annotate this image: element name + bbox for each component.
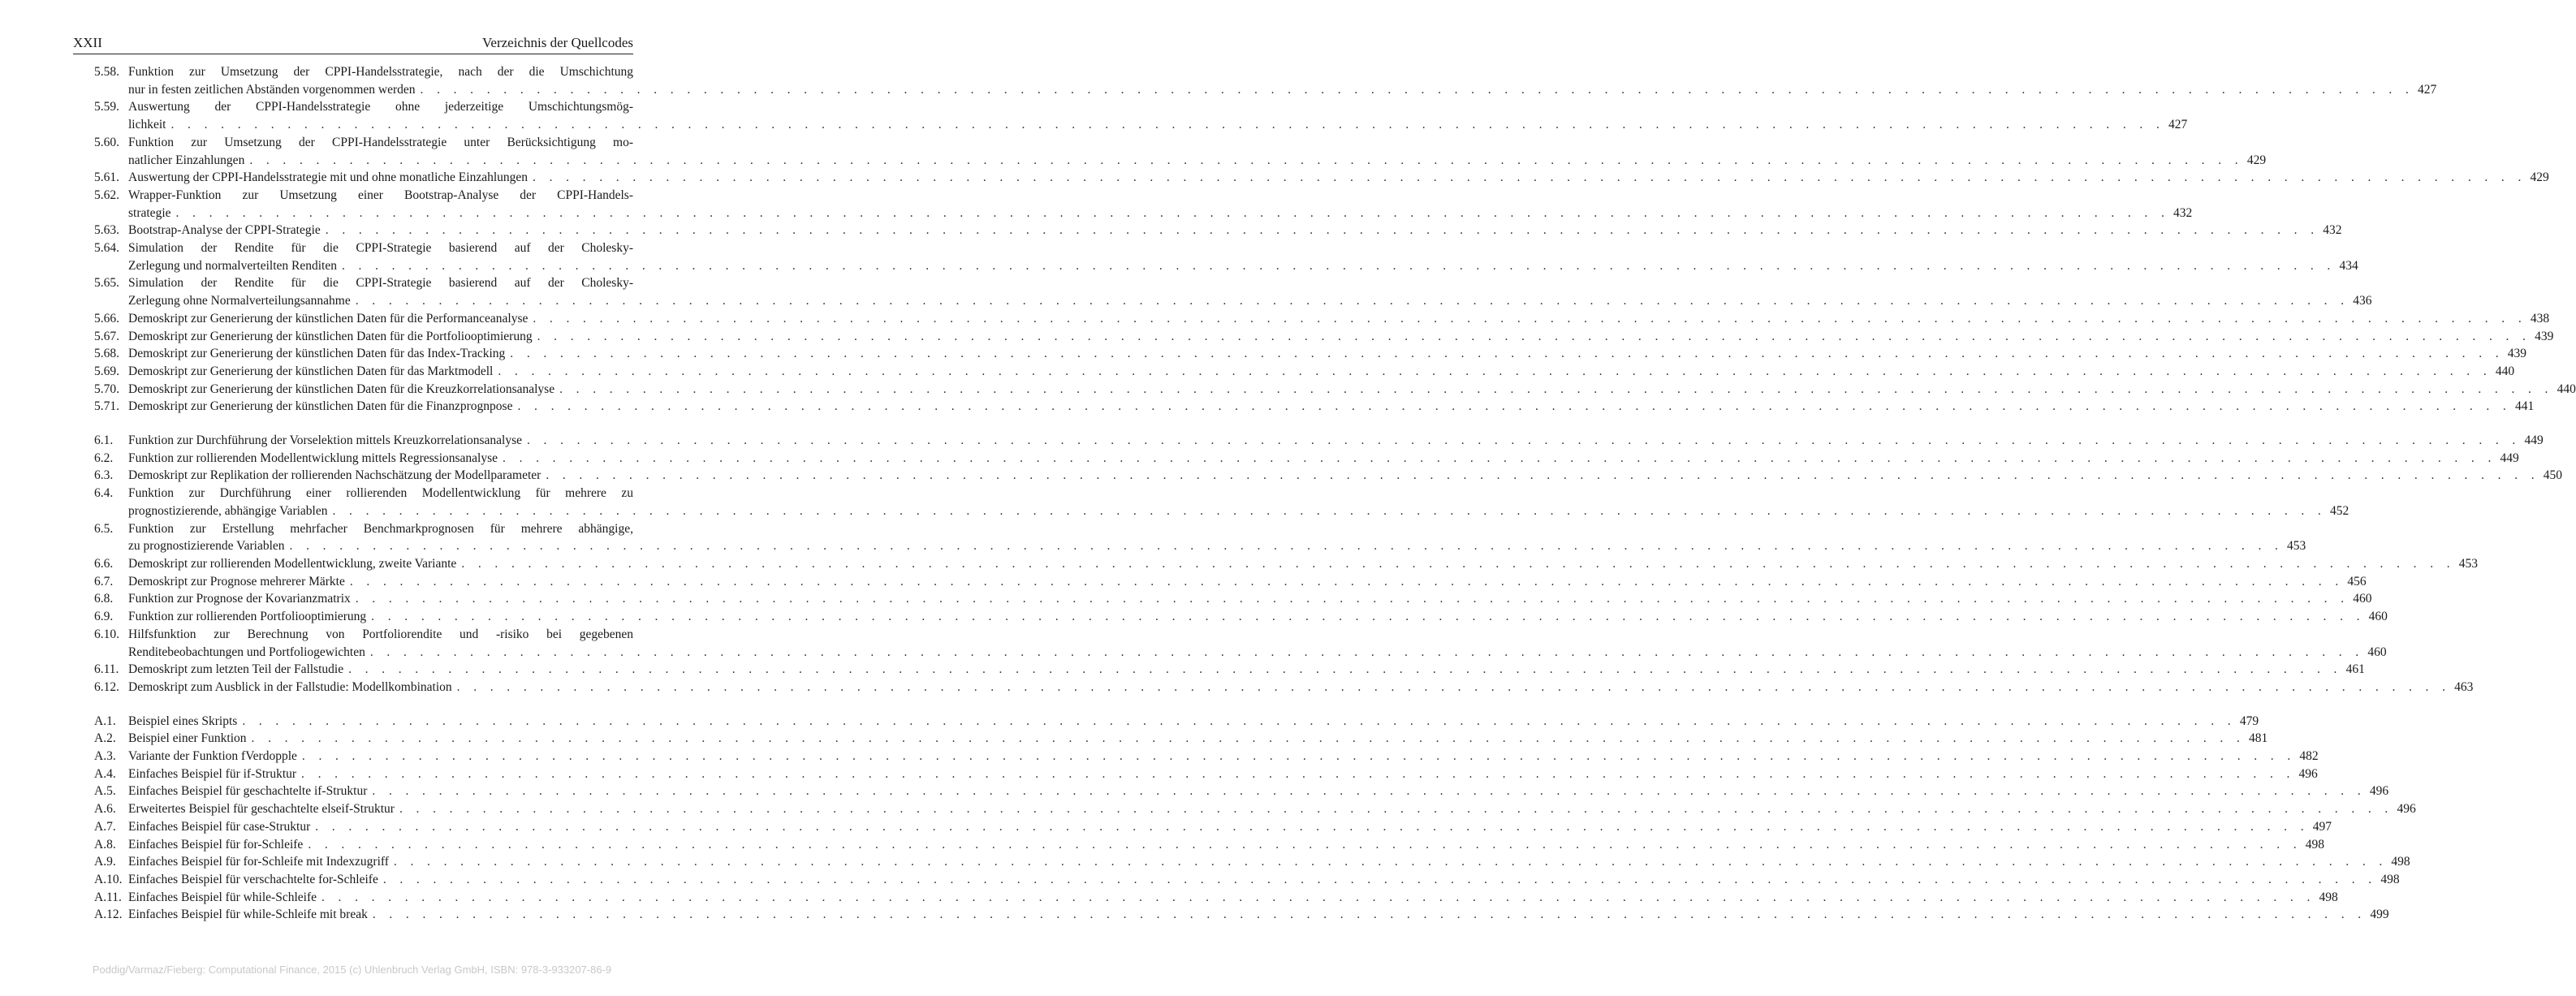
entry-page-number: 429: [2530, 170, 2549, 185]
dot-leader: . . . . . . . . . . . . . . . . . . . . . . . . . . . . . . . . . . . . . . . . . . . . . . . . . . . . . . . . . . . . . . . . . . . . . . . . . . . . . . . . . . . . . . . . . . . . . . . . . . . . . . . . . . . . . . . . . . . . . . . .: [369, 645, 2364, 659]
entry-page-number: 460: [2353, 592, 2372, 606]
toc-entry[interactable]: [94, 134, 2267, 169]
entry-title-line: Hilfsfunktion zur Berechnung von Portfoliorendite und -risiko bei gegebenen: [128, 627, 633, 641]
entry-number: 5.66.: [94, 311, 119, 326]
entry-page-number: 460: [2367, 645, 2387, 659]
entry-page-number: 449: [2500, 451, 2519, 465]
entry-page-number: 453: [2287, 539, 2306, 554]
dot-leader: . . . . . . . . . . . . . . . . . . . . . . . . . . . . . . . . . . . . . . . . . . . . . . . . . . . . . . . . . . . . . . . . . . . . . . . . . . . . . . . . . . . . . . . . . . . . . . . . . . . . . . . . . . . . . . . . . . . . . . . .: [355, 294, 2349, 308]
entry-number: 6.6.: [94, 556, 114, 571]
toc-entry[interactable]: [94, 661, 2365, 679]
toc-entry[interactable]: [94, 889, 2338, 907]
entry-number: 6.3.: [94, 468, 114, 483]
entry-page-number: 499: [2370, 908, 2389, 922]
dot-leader: . . . . . . . . . . . . . . . . . . . . . . . . . . . . . . . . . . . . . . . . . . . . . . . . . . . . . . . . . . . . . . . . . . . . . . . . . . . . . . . . . . . . . . . . . . . . . . . . . . . . . . . . . . . . . . . . . . . . . . . .: [503, 451, 2496, 465]
entry-number: 6.7.: [94, 574, 114, 589]
entry-title-line: Funktion zur Erstellung mehrfacher Benchmarkprognosen für mehrere abhängige,: [128, 521, 633, 536]
listing-index: [94, 63, 2576, 924]
dot-leader: . . . . . . . . . . . . . . . . . . . . . . . . . . . . . . . . . . . . . . . . . . . . . . . . . . . . . . . . . . . . . . . . . . . . . . . . . . . . . . . . . . . . . . . . . . . . . . . . . . . . . . . . . . . . . . . . . . . . . . . .: [349, 574, 2344, 589]
entry-title: Funktion zur Durchführung der Vorselektion mittels Kreuzkorrelationsanalyse: [128, 433, 522, 448]
entry-number: 5.65.: [94, 276, 119, 291]
entry-page-number: 461: [2345, 662, 2365, 677]
entry-number: 6.10.: [94, 627, 119, 641]
toc-entry[interactable]: [94, 381, 2576, 399]
entry-page-number: 427: [2418, 82, 2437, 97]
entry-title: Erweitertes Beispiel für geschachtelte elseif-Struktur: [128, 802, 395, 817]
entry-page-number: 440: [2495, 364, 2515, 378]
entry-title: Beispiel eines Skripts: [128, 714, 238, 728]
toc-entry[interactable]: [94, 169, 2549, 187]
dot-leader: . . . . . . . . . . . . . . . . . . . . . . . . . . . . . . . . . . . . . . . . . . . . . . . . . . . . . . . . . . . . . . . . . . . . . . . . . . . . . . . . . . . . . . . . . . . . . . . . . . . . . . . . . . . . . . . . . . . . . . . .: [382, 872, 2377, 886]
section-title: Verzeichnis der Quellcodes: [482, 35, 633, 50]
dot-leader: . . . . . . . . . . . . . . . . . . . . . . . . . . . . . . . . . . . . . . . . . . . . . . . . . . . . . . . . . . . . . . . . . . . . . . . . . . . . . . . . . . . . . . . . . . . . . . . . . . . . . . . . . . . . . . . . . . . . . . . .: [175, 205, 2170, 220]
entry-page-number: 429: [2246, 153, 2267, 167]
entry-page-number: 440: [2557, 382, 2576, 396]
entry-page-number: 427: [2168, 118, 2188, 132]
toc-entry[interactable]: [94, 239, 2358, 274]
entry-number: 6.11.: [94, 662, 119, 677]
toc-entry[interactable]: [94, 398, 2535, 416]
entry-page-number: 456: [2347, 574, 2367, 589]
entry-number: 6.12.: [94, 679, 119, 694]
toc-entry[interactable]: [94, 345, 2527, 363]
dot-leader: . . . . . . . . . . . . . . . . . . . . . . . . . . . . . . . . . . . . . . . . . . . . . . . . . . . . . . . . . . . . . . . . . . . . . . . . . . . . . . . . . . . . . . . . . . . . . . . . . . . . . . . . . . . . . . . . . . . . . . . .: [393, 855, 2388, 869]
entry-title-line: Auswertung der CPPI-Handelsstrategie ohne jederzeitige Umschichtungsmög-: [128, 100, 633, 114]
entry-title: Bootstrap-Analyse der CPPI-Strategie: [128, 223, 321, 238]
toc-entry[interactable]: [94, 467, 2563, 485]
entry-title: Demoskript zur Replikation der rollierenden Nachschätzung der Modellparameter: [128, 468, 542, 483]
entry-title: Funktion zur rollierenden Modellentwicklung mittels Regressionsanalyse: [128, 451, 498, 465]
entry-number: 6.8.: [94, 592, 114, 606]
entry-page-number: 449: [2524, 433, 2544, 448]
toc-entry[interactable]: [94, 432, 2544, 450]
dot-leader: . . . . . . . . . . . . . . . . . . . . . . . . . . . . . . . . . . . . . . . . . . . . . . . . . . . . . . . . . . . . . . . . . . . . . . . . . . . . . . . . . . . . . . . . . . . . . . . . . . . . . . . . . . . . . . . . . . . . . . . .: [533, 170, 2526, 185]
toc-entry[interactable]: [94, 63, 2437, 98]
entry-title: Einfaches Beispiel für geschachtelte if-Struktur: [128, 784, 368, 799]
dot-leader: . . . . . . . . . . . . . . . . . . . . . . . . . . . . . . . . . . . . . . . . . . . . . . . . . . . . . . . . . . . . . . . . . . . . . . . . . . . . . . . . . . . . . . . . . . . . . . . . . . . . . . . . . . . . . . . . . . . . . . . .: [371, 610, 2365, 624]
entry-number: 5.63.: [94, 223, 119, 238]
entry-number: 5.58.: [94, 65, 119, 79]
entry-number: 6.1.: [94, 433, 114, 448]
entry-number: 6.9.: [94, 610, 114, 624]
entry-title: Auswertung der CPPI-Handelsstrategie mit und ohne monatliche Einzahlungen: [128, 170, 529, 185]
toc-entry[interactable]: [94, 853, 2410, 871]
entry-page-number: 496: [2298, 766, 2318, 781]
entry-title-line: Funktion zur Durchführung einer rollierenden Modellentwicklung für mehrere zu: [128, 486, 633, 501]
group-spacer: [94, 696, 633, 713]
entry-title: Demoskript zum Ausblick in der Fallstudie: Modellkombination: [128, 679, 452, 694]
entry-number: A.3.: [94, 749, 116, 764]
toc-entry[interactable]: [94, 187, 2193, 222]
entry-title: Demoskript zur Generierung der künstlichen Daten für das Index-Tracking: [128, 347, 506, 361]
entry-title-line: Wrapper-Funktion zur Umsetzung einer Bootstrap-Analyse der CPPI-Handels-: [128, 188, 633, 202]
entry-page-number: 432: [2323, 223, 2342, 238]
entry-title: Demoskript zur rollierenden Modellentwicklung, zweite Variante: [128, 556, 457, 571]
entry-number: 6.2.: [94, 451, 114, 465]
entry-page-number: 438: [2530, 311, 2550, 326]
toc-entry[interactable]: [94, 520, 2306, 555]
entry-title: Einfaches Beispiel für if-Struktur: [128, 766, 297, 781]
entry-title-line: Funktion zur Umsetzung der CPPI-Handelsstrategie unter Berücksichtigung mo-: [128, 135, 633, 149]
toc-entry[interactable]: [94, 590, 2372, 608]
entry-number: 5.64.: [94, 241, 119, 256]
entry-title: nur in festen zeitlichen Abständen vorgenommen werden: [128, 82, 416, 97]
entry-page-number: 439: [2535, 329, 2554, 343]
entry-number: 5.71.: [94, 399, 119, 414]
toc-entry[interactable]: [94, 485, 2349, 520]
entry-number: A.9.: [94, 855, 116, 869]
entry-title: prognostizierende, abhängige Variablen: [128, 503, 328, 518]
dot-leader: . . . . . . . . . . . . . . . . . . . . . . . . . . . . . . . . . . . . . . . . . . . . . . . . . . . . . . . . . . . . . . . . . . . . . . . . . . . . . . . . . . . . . . . . . . . . . . . . . . . . . . . . . . . . . . . . . . . . . . . .: [325, 223, 2319, 238]
dot-leader: . . . . . . . . . . . . . . . . . . . . . . . . . . . . . . . . . . . . . . . . . . . . . . . . . . . . . . . . . . . . . . . . . . . . . . . . . . . . . . . . . . . . . . . . . . . . . . . . . . . . . . . . . . . . . . . . . . . . . . . .: [301, 766, 2295, 781]
entry-number: A.11.: [94, 890, 122, 904]
dot-leader: . . . . . . . . . . . . . . . . . . . . . . . . . . . . . . . . . . . . . . . . . . . . . . . . . . . . . . . . . . . . . . . . . . . . . . . . . . . . . . . . . . . . . . . . . . . . . . . . . . . . . . . . . . . . . . . . . . . . . . . .: [498, 364, 2492, 378]
entry-title: Beispiel einer Funktion: [128, 731, 247, 746]
toc-entry[interactable]: [94, 98, 2188, 133]
entry-number: A.5.: [94, 784, 116, 799]
toc-entry[interactable]: [94, 328, 2554, 346]
entry-page-number: 498: [2305, 837, 2325, 852]
dot-leader: . . . . . . . . . . . . . . . . . . . . . . . . . . . . . . . . . . . . . . . . . . . . . . . . . . . . . . . . . . . . . . . . . . . . . . . . . . . . . . . . . . . . . . . . . . . . . . . . . . . . . . . . . . . . . . . . . . . . . . . .: [533, 311, 2527, 326]
entry-page-number: 432: [2173, 205, 2193, 220]
entry-number: A.2.: [94, 731, 116, 746]
entry-title: Renditebeobachtungen und Portfoliogewichten: [128, 645, 365, 659]
toc-entry[interactable]: [94, 222, 2342, 239]
dot-leader: . . . . . . . . . . . . . . . . . . . . . . . . . . . . . . . . . . . . . . . . . . . . . . . . . . . . . . . . . . . . . . . . . . . . . . . . . . . . . . . . . . . . . . . . . . . . . . . . . . . . . . . . . . . . . . . . . . . . . . . .: [517, 399, 2512, 414]
toc-entry[interactable]: [94, 836, 2325, 854]
toc-entry[interactable]: [94, 608, 2388, 626]
entry-title: Einfaches Beispiel für while-Schleife: [128, 890, 317, 904]
entry-title: zu prognostizierende Variablen: [128, 539, 285, 554]
entry-number: 5.62.: [94, 188, 119, 202]
entry-number: 6.4.: [94, 486, 114, 501]
entry-page-number: 498: [2319, 890, 2338, 904]
dot-leader: . . . . . . . . . . . . . . . . . . . . . . . . . . . . . . . . . . . . . . . . . . . . . . . . . . . . . . . . . . . . . . . . . . . . . . . . . . . . . . . . . . . . . . . . . . . . . . . . . . . . . . . . . . . . . . . . . . . . . . . .: [461, 556, 2456, 571]
toc-entry[interactable]: [94, 871, 2400, 889]
dot-leader: . . . . . . . . . . . . . . . . . . . . . . . . . . . . . . . . . . . . . . . . . . . . . . . . . . . . . . . . . . . . . . . . . . . . . . . . . . . . . . . . . . . . . . . . . . . . . . . . . . . . . . . . . . . . . . . . . . . . . . . .: [456, 679, 2451, 694]
entry-number: 5.61.: [94, 170, 119, 185]
entry-title: Demoskript zur Prognose mehrerer Märkte: [128, 574, 345, 589]
toc-entry[interactable]: [94, 573, 2367, 591]
dot-leader: . . . . . . . . . . . . . . . . . . . . . . . . . . . . . . . . . . . . . . . . . . . . . . . . . . . . . . . . . . . . . . . . . . . . . . . . . . . . . . . . . . . . . . . . . . . . . . . . . . . . . . . . . . . . . . . . . . . . . . . .: [559, 382, 2553, 396]
entry-title: Einfaches Beispiel für while-Schleife mit break: [128, 908, 368, 922]
entry-number: 5.59.: [94, 100, 119, 114]
entry-title: Demoskript zur Generierung der künstlichen Daten für die Portfoliooptimierung: [128, 329, 533, 343]
entry-number: A.7.: [94, 819, 116, 834]
entry-number: 5.67.: [94, 329, 119, 343]
dot-leader: . . . . . . . . . . . . . . . . . . . . . . . . . . . . . . . . . . . . . . . . . . . . . . . . . . . . . . . . . . . . . . . . . . . . . . . . . . . . . . . . . . . . . . . . . . . . . . . . . . . . . . . . . . . . . . . . . . . . . . . .: [308, 837, 2302, 852]
dot-leader: . . . . . . . . . . . . . . . . . . . . . . . . . . . . . . . . . . . . . . . . . . . . . . . . . . . . . . . . . . . . . . . . . . . . . . . . . . . . . . . . . . . . . . . . . . . . . . . . . . . . . . . . . . . . . . . . . . . . . . . .: [348, 662, 2342, 677]
entry-page-number: 482: [2299, 749, 2319, 764]
entry-title: Einfaches Beispiel für verschachtelte for-Schleife: [128, 872, 378, 886]
entry-page-number: 450: [2543, 468, 2563, 483]
entry-number: A.8.: [94, 837, 116, 852]
toc-entry[interactable]: [94, 450, 2519, 468]
toc-entry[interactable]: [94, 783, 2389, 800]
entry-page-number: 452: [2329, 503, 2349, 518]
page-number: XXII: [73, 35, 102, 50]
toc-entry[interactable]: [94, 906, 2389, 924]
dot-leader: . . . . . . . . . . . . . . . . . . . . . . . . . . . . . . . . . . . . . . . . . . . . . . . . . . . . . . . . . . . . . . . . . . . . . . . . . . . . . . . . . . . . . . . . . . . . . . . . . . . . . . . . . . . . . . . . . . . . . . . .: [420, 82, 2414, 97]
entry-page-number: 496: [2369, 784, 2389, 799]
toc-entry[interactable]: [94, 363, 2515, 381]
entry-title: Demoskript zur Generierung der künstlichen Daten für die Finanzprognpose: [128, 399, 513, 414]
entry-title-line: Simulation der Rendite für die CPPI-Strategie basierend auf der Cholesky-: [128, 241, 633, 256]
toc-entry[interactable]: [94, 555, 2479, 573]
toc-entry[interactable]: [94, 818, 2332, 836]
entry-title: Einfaches Beispiel für for-Schleife: [128, 837, 304, 852]
toc-entry[interactable]: [94, 800, 2416, 818]
entry-title: Demoskript zur Generierung der künstlichen Daten für das Marktmodell: [128, 364, 494, 378]
toc-entry[interactable]: [94, 679, 2474, 696]
entry-title: strategie: [128, 205, 171, 220]
entry-page-number: 460: [2368, 610, 2388, 624]
dot-leader: . . . . . . . . . . . . . . . . . . . . . . . . . . . . . . . . . . . . . . . . . . . . . . . . . . . . . . . . . . . . . . . . . . . . . . . . . . . . . . . . . . . . . . . . . . . . . . . . . . . . . . . . . . . . . . . . . . . . . . . .: [355, 592, 2349, 606]
toc-entry[interactable]: [94, 748, 2319, 765]
entry-page-number: 441: [2514, 399, 2535, 414]
group-spacer: [94, 416, 633, 432]
toc-entry[interactable]: [94, 626, 2387, 661]
entry-number: A.6.: [94, 802, 116, 817]
entry-number: A.10.: [94, 872, 123, 886]
dot-leader: . . . . . . . . . . . . . . . . . . . . . . . . . . . . . . . . . . . . . . . . . . . . . . . . . . . . . . . . . . . . . . . . . . . . . . . . . . . . . . . . . . . . . . . . . . . . . . . . . . . . . . . . . . . . . . . . . . . . . . . .: [332, 503, 2327, 518]
dot-leader: . . . . . . . . . . . . . . . . . . . . . . . . . . . . . . . . . . . . . . . . . . . . . . . . . . . . . . . . . . . . . . . . . . . . . . . . . . . . . . . . . . . . . . . . . . . . . . . . . . . . . . . . . . . . . . . . . . . . . . . .: [341, 258, 2336, 273]
entry-page-number: 497: [2312, 819, 2332, 834]
entry-number: A.12.: [94, 908, 123, 922]
dot-leader: . . . . . . . . . . . . . . . . . . . . . . . . . . . . . . . . . . . . . . . . . . . . . . . . . . . . . . . . . . . . . . . . . . . . . . . . . . . . . . . . . . . . . . . . . . . . . . . . . . . . . . . . . . . . . . . . . . . . . . . .: [510, 347, 2505, 361]
entry-title: Zerlegung und normalverteilten Renditen: [128, 258, 337, 273]
dot-leader: . . . . . . . . . . . . . . . . . . . . . . . . . . . . . . . . . . . . . . . . . . . . . . . . . . . . . . . . . . . . . . . . . . . . . . . . . . . . . . . . . . . . . . . . . . . . . . . . . . . . . . . . . . . . . . . . . . . . . . . .: [289, 539, 2284, 554]
dot-leader: . . . . . . . . . . . . . . . . . . . . . . . . . . . . . . . . . . . . . . . . . . . . . . . . . . . . . . . . . . . . . . . . . . . . . . . . . . . . . . . . . . . . . . . . . . . . . . . . . . . . . . . . . . . . . . . . . . . . . . . .: [372, 784, 2367, 799]
toc-entry[interactable]: [94, 730, 2268, 748]
entry-number: 5.68.: [94, 347, 119, 361]
entry-number: 5.69.: [94, 364, 119, 378]
dot-leader: . . . . . . . . . . . . . . . . . . . . . . . . . . . . . . . . . . . . . . . . . . . . . . . . . . . . . . . . . . . . . . . . . . . . . . . . . . . . . . . . . . . . . . . . . . . . . . . . . . . . . . . . . . . . . . . . . . . . . . . .: [249, 153, 2244, 167]
toc-entry[interactable]: [94, 713, 2259, 731]
entry-title: natlicher Einzahlungen: [128, 153, 245, 167]
dot-leader: . . . . . . . . . . . . . . . . . . . . . . . . . . . . . . . . . . . . . . . . . . . . . . . . . . . . . . . . . . . . . . . . . . . . . . . . . . . . . . . . . . . . . . . . . . . . . . . . . . . . . . . . . . . . . . . . . . . . . . . .: [315, 819, 2309, 834]
running-header: [73, 32, 633, 54]
entry-page-number: 496: [2397, 802, 2416, 817]
toc-entry[interactable]: [94, 310, 2550, 328]
entry-page-number: 479: [2239, 714, 2259, 728]
dot-leader: . . . . . . . . . . . . . . . . . . . . . . . . . . . . . . . . . . . . . . . . . . . . . . . . . . . . . . . . . . . . . . . . . . . . . . . . . . . . . . . . . . . . . . . . . . . . . . . . . . . . . . . . . . . . . . . . . . . . . . . .: [251, 731, 2246, 746]
entry-page-number: 481: [2249, 731, 2268, 746]
dot-leader: . . . . . . . . . . . . . . . . . . . . . . . . . . . . . . . . . . . . . . . . . . . . . . . . . . . . . . . . . . . . . . . . . . . . . . . . . . . . . . . . . . . . . . . . . . . . . . . . . . . . . . . . . . . . . . . . . . . . . . . .: [546, 468, 2540, 483]
dot-leader: . . . . . . . . . . . . . . . . . . . . . . . . . . . . . . . . . . . . . . . . . . . . . . . . . . . . . . . . . . . . . . . . . . . . . . . . . . . . . . . . . . . . . . . . . . . . . . . . . . . . . . . . . . . . . . . . . . . . . . . .: [372, 908, 2367, 922]
entry-title: Einfaches Beispiel für case-Struktur: [128, 819, 311, 834]
entry-title: Demoskript zum letzten Teil der Fallstudie: [128, 662, 344, 677]
entry-number: 5.70.: [94, 382, 119, 396]
entry-number: A.4.: [94, 766, 116, 781]
dot-leader: . . . . . . . . . . . . . . . . . . . . . . . . . . . . . . . . . . . . . . . . . . . . . . . . . . . . . . . . . . . . . . . . . . . . . . . . . . . . . . . . . . . . . . . . . . . . . . . . . . . . . . . . . . . . . . . . . . . . . . . .: [301, 749, 2296, 764]
entry-title: Demoskript zur Generierung der künstlichen Daten für die Performanceanalyse: [128, 311, 529, 326]
entry-number: 6.5.: [94, 521, 114, 536]
copyright-footer: Poddig/Varmaz/Fieberg: Computational Finance, 2015 (c) Uhlenbruch Verlag GmbH, ISBN: 978-3-933207-86-9: [92, 964, 612, 976]
toc-entry[interactable]: [94, 765, 2318, 783]
entry-title: Zerlegung ohne Normalverteilungsannahme: [128, 294, 351, 308]
entry-title: Demoskript zur Generierung der künstlichen Daten für die Kreuzkorrelationsanalyse: [128, 382, 555, 396]
dot-leader: . . . . . . . . . . . . . . . . . . . . . . . . . . . . . . . . . . . . . . . . . . . . . . . . . . . . . . . . . . . . . . . . . . . . . . . . . . . . . . . . . . . . . . . . . . . . . . . . . . . . . . . . . . . . . . . . . . . . . . . .: [526, 433, 2521, 448]
entry-page-number: 453: [2458, 556, 2479, 571]
entry-number: 5.60.: [94, 135, 119, 149]
entry-title: Einfaches Beispiel für for-Schleife mit Indexzugriff: [128, 855, 389, 869]
entry-page-number: 463: [2454, 679, 2474, 694]
entry-title: Funktion zur Prognose der Kovarianzmatrix: [128, 592, 351, 606]
entry-page-number: 498: [2380, 872, 2400, 886]
entry-number: A.1.: [94, 714, 116, 728]
entry-page-number: 439: [2507, 347, 2527, 361]
entry-title: lichkeit: [128, 118, 166, 132]
entry-title-line: Simulation der Rendite für die CPPI-Strategie basierend auf der Cholesky-: [128, 276, 633, 291]
toc-entry[interactable]: [94, 274, 2372, 309]
dot-leader: . . . . . . . . . . . . . . . . . . . . . . . . . . . . . . . . . . . . . . . . . . . . . . . . . . . . . . . . . . . . . . . . . . . . . . . . . . . . . . . . . . . . . . . . . . . . . . . . . . . . . . . . . . . . . . . . . . . . . . . .: [170, 118, 2165, 132]
entry-title-line: Funktion zur Umsetzung der CPPI-Handelsstrategie, nach der die Umschichtung: [128, 65, 633, 79]
dot-leader: . . . . . . . . . . . . . . . . . . . . . . . . . . . . . . . . . . . . . . . . . . . . . . . . . . . . . . . . . . . . . . . . . . . . . . . . . . . . . . . . . . . . . . . . . . . . . . . . . . . . . . . . . . . . . . . . . . . . . . . .: [399, 802, 2393, 817]
dot-leader: . . . . . . . . . . . . . . . . . . . . . . . . . . . . . . . . . . . . . . . . . . . . . . . . . . . . . . . . . . . . . . . . . . . . . . . . . . . . . . . . . . . . . . . . . . . . . . . . . . . . . . . . . . . . . . . . . . . . . . . .: [537, 329, 2531, 343]
dot-leader: . . . . . . . . . . . . . . . . . . . . . . . . . . . . . . . . . . . . . . . . . . . . . . . . . . . . . . . . . . . . . . . . . . . . . . . . . . . . . . . . . . . . . . . . . . . . . . . . . . . . . . . . . . . . . . . . . . . . . . . .: [242, 714, 2237, 728]
dot-leader: . . . . . . . . . . . . . . . . . . . . . . . . . . . . . . . . . . . . . . . . . . . . . . . . . . . . . . . . . . . . . . . . . . . . . . . . . . . . . . . . . . . . . . . . . . . . . . . . . . . . . . . . . . . . . . . . . . . . . . . .: [321, 890, 2315, 904]
entry-page-number: 498: [2391, 855, 2410, 869]
entry-page-number: 436: [2353, 294, 2372, 308]
entry-title: Funktion zur rollierenden Portfoliooptimierung: [128, 610, 367, 624]
entry-page-number: 434: [2339, 258, 2358, 273]
entry-title: Variante der Funktion fVerdopple: [128, 749, 297, 764]
